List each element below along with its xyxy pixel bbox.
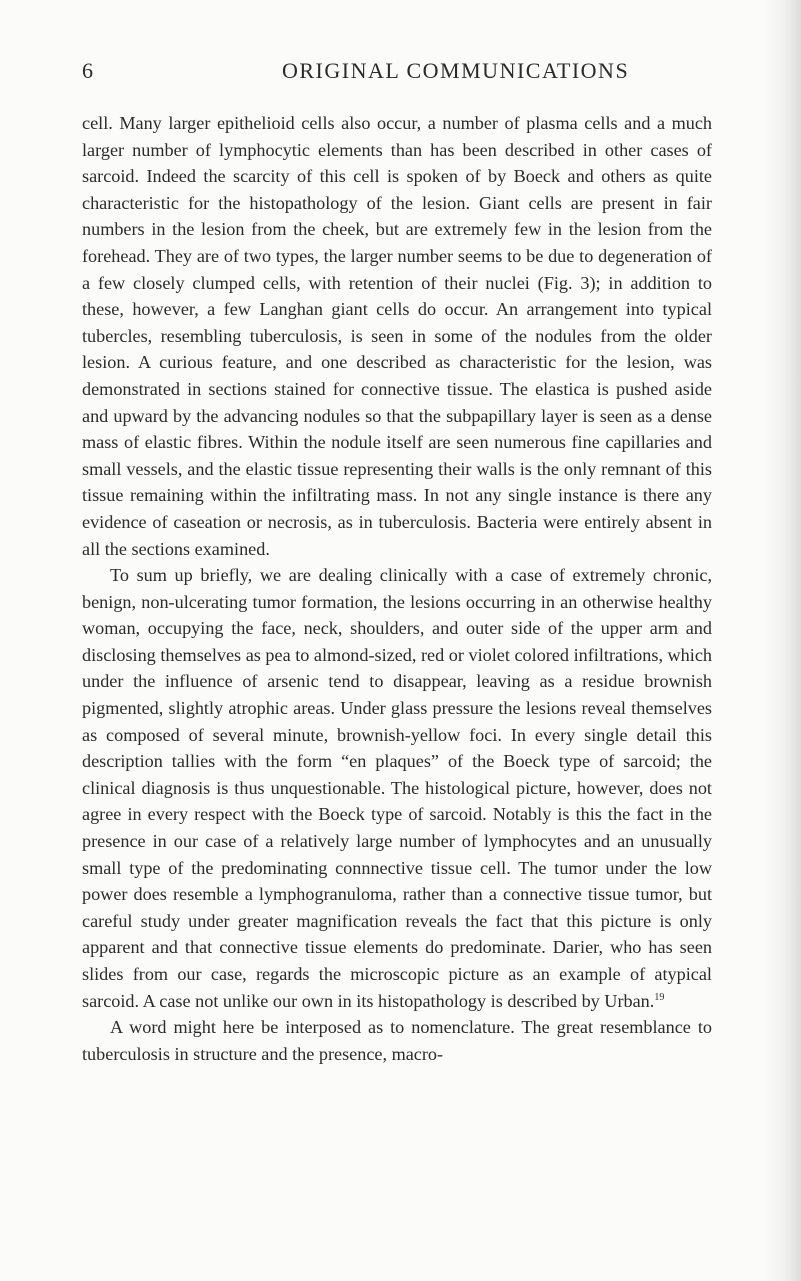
body-text [82, 110, 712, 1067]
summary-text: To sum up briefly, we are dealing clinically with a case of extremely chronic, benign, non-ulcerating tumor formation, the lesions occurring in an otherwise healthy woman, occupying the face, neck, shoulders, and outer side of the upper arm and disclosing themselves as pea to almond-sized, red or violet colored infiltrations, which under the influence of arsenic tend to disappear, leaving as a residue brownish pigmented, slightly atrophic areas. Under glass pressure the lesions reveal themselves as composed of several minute, brownish-yellow foci. In every single detail this description tallies with the form “en plaques” of the Boeck type of sarcoid; the clinical diagnosis is thus unquestionable. The histological picture, however, does not agree in every respect with the Boeck type of sarcoid. Notably is this the fact in the presence in our case of a relatively large number of lymphocytes and an unusually small type of the predominating connnective tissue cell. The tumor under the low power does resemble a lymphogranuloma, rather than a connective tissue tumor, but careful study under greater magnification reveals the fact that this picture is only apparent and that connective tissue elements do predominate. Darier, who has seen slides from our case, regards the microscopic picture as an example of atypical sarcoid. A case not unlike our own in its histopathology is described by Urban. [82, 565, 712, 1011]
reference-marker: 19 [654, 991, 665, 1003]
page-number: 6 [82, 58, 94, 83]
running-header [82, 58, 702, 88]
paragraph-summary [82, 562, 712, 1014]
paragraph-nomenclature: A word might here be interposed as to nomenclature. The great resemblance to tuberculosis in structure and the presence, macro- [82, 1017, 712, 1064]
paragraph-histology: cell. Many larger epithelioid cells also occur, a number of plasma cells and a much larger number of lymphocytic elements than has been described in other cases of sarcoid. Indeed the scarcity of this cell is spoken of by Boeck and others as quite characteristic for the histopathology of the lesion. Giant cells are present in fair numbers in the lesion from the cheek, but are extremely few in the lesion from the forehead. They are of two types, the larger number seems to be due to degeneration of a few closely clumped cells, with retention of their nuclei (Fig. 3); in addition to these, however, a few Langhan giant cells do occur. An arrangement into typical tubercles, resembling tuberculosis, is seen in some of the nodules from the older lesion. A curious feature, and one described as characteristic for the lesion, was demonstrated in sections stained for connective tissue. The elastica is pushed aside and upward by the advancing nodules so that the subpapillary layer is seen as a dense mass of elastic fibres. Within the nodule itself are seen numerous fine capillaries and small vessels, and the elastic tissue representing their walls is the only remnant of this tissue remaining within the infiltrating mass. In not any single instance is there any evidence of caseation or necrosis, as in tuberculosis. Bacteria were entirely absent in all the sections examined. [82, 113, 712, 559]
page-edge-shadow [765, 0, 801, 1281]
journal-section-title: ORIGINAL COMMUNICATIONS [282, 58, 630, 83]
